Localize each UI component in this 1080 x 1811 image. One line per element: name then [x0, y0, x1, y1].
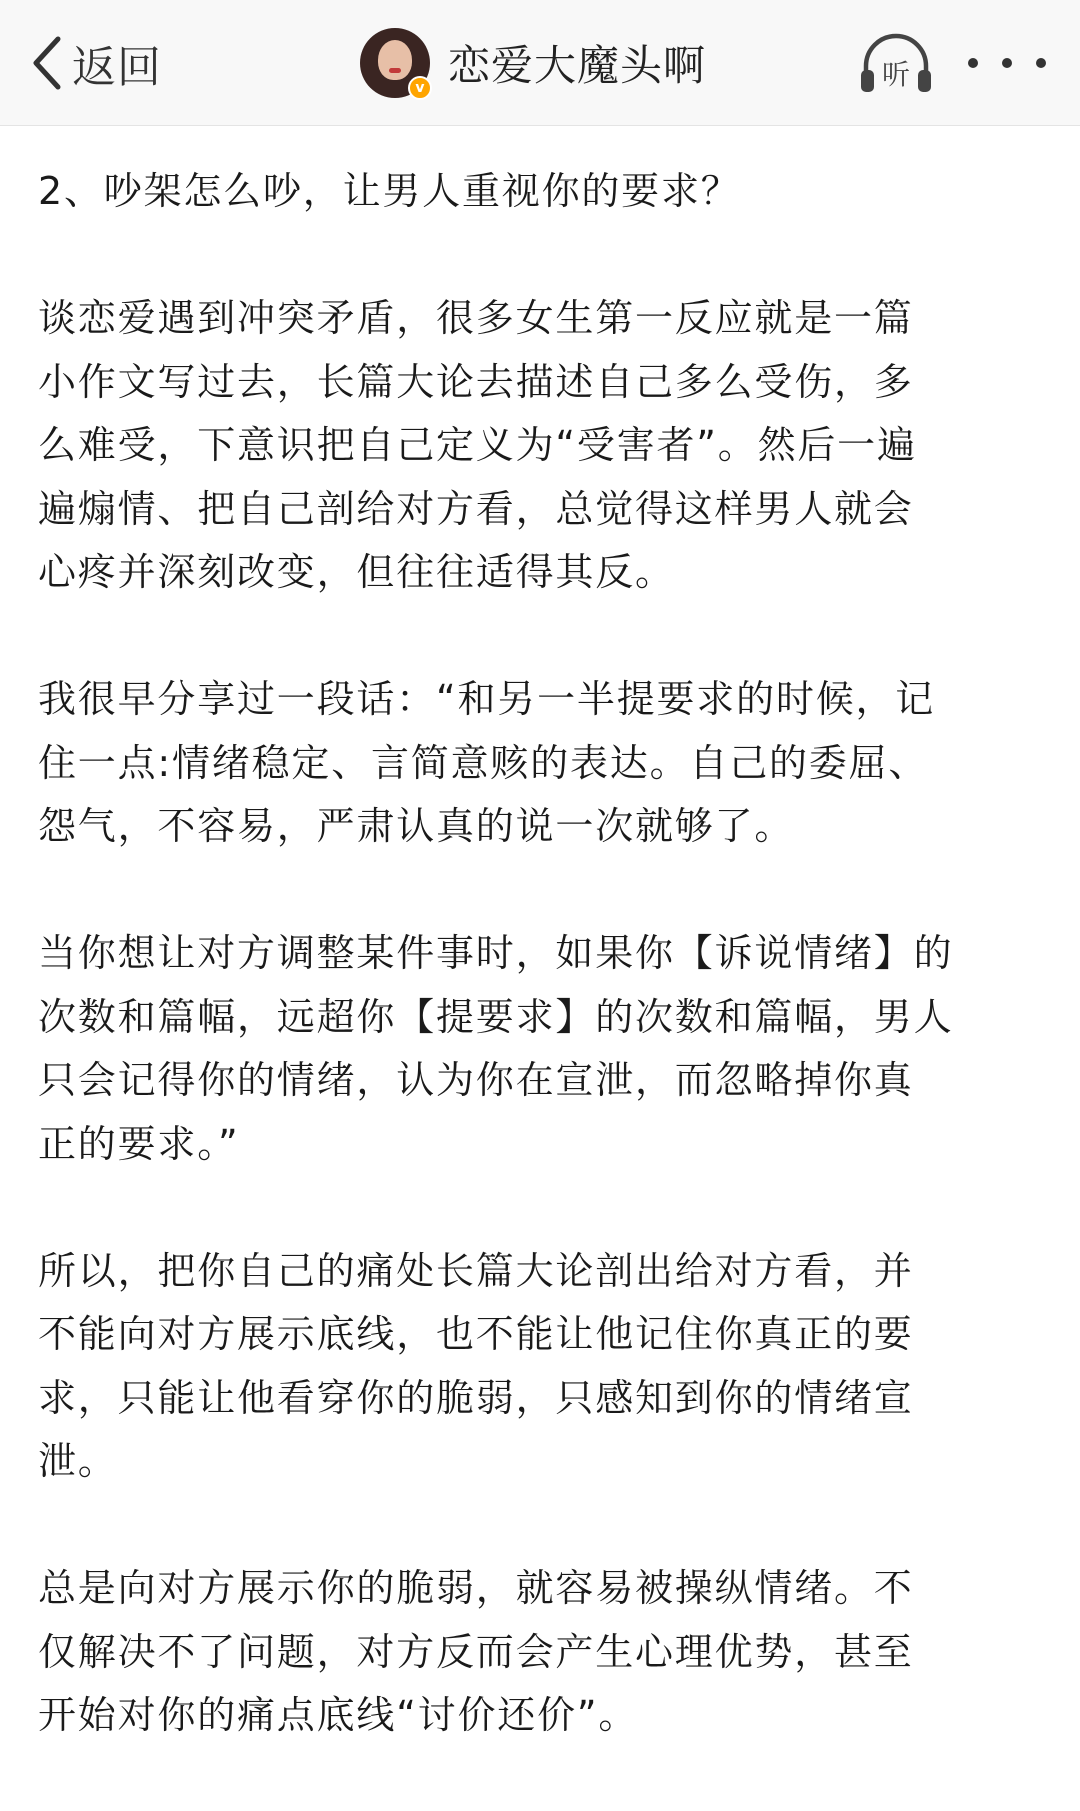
more-options-button[interactable] — [968, 44, 1046, 82]
paragraph-line: 总是向对方展示你的脆弱，就容易被操纵情绪。不 — [38, 1566, 914, 1610]
paragraph-line: 怨气，不容易，严肃认真的说一次就够了。 — [38, 804, 795, 848]
headphones-icon — [858, 30, 934, 96]
article-paragraph — [38, 668, 1038, 859]
listen-label: 听 — [881, 58, 911, 91]
paragraph-line: 不能向对方展示底线，也不能让他记住你真正的要 — [38, 1312, 914, 1356]
avatar-face — [378, 40, 412, 80]
paragraph-line: 住一点:情绪稳定、言简意赅的表达。自己的委屈、 — [38, 740, 929, 785]
article-body — [38, 160, 1038, 1811]
paragraph-line: 求，只能让他看穿你的脆弱，只感知到你的情绪宣 — [38, 1375, 914, 1420]
paragraph-line: 次数和篇幅，远超你【提要求】的次数和篇幅，男人 — [38, 994, 954, 1039]
paragraph-line: 泄。 — [38, 1439, 118, 1483]
paragraph-line: 所以，把你自己的痛处长篇大论剖出给对方看，并 — [38, 1248, 914, 1293]
account-name: 恋爱大魔头啊 — [448, 41, 707, 90]
article-paragraph — [38, 922, 1038, 1176]
paragraph-line: 只会记得你的情绪，认为你在宣泄，而忽略掉你真 — [38, 1058, 914, 1102]
chevron-left-icon — [30, 35, 64, 91]
paragraph-line: 心疼并深刻改变，但往往适得其反。 — [38, 550, 675, 594]
paragraph-line: 小作文写过去，长篇大论去描述自己多么受伤，多 — [38, 359, 914, 404]
paragraph-line: 谈恋爱遇到冲突矛盾，很多女生第一反应就是一篇 — [38, 296, 914, 340]
avatar[interactable] — [360, 28, 430, 98]
more-dots-icon — [968, 58, 978, 68]
avatar-lips — [389, 68, 401, 73]
article-paragraph — [38, 287, 1038, 605]
paragraph-line: 仅解决不了问题，对方反而会产生心理优势，甚至 — [38, 1629, 914, 1674]
listen-button[interactable] — [858, 30, 934, 96]
paragraph-line: 我很早分享过一段话：“和另一半提要求的时候，记 — [38, 677, 936, 721]
paragraph-line: 当你想让对方调整某件事时，如果你【诉说情绪】的 — [38, 931, 954, 975]
article-paragraph — [38, 160, 1038, 224]
top-navigation-bar — [0, 0, 1080, 126]
article-paragraph — [38, 1557, 1038, 1748]
more-dots-icon — [1036, 58, 1046, 68]
paragraph-line: 开始对你的痛点底线“讨价还价”。 — [38, 1693, 639, 1737]
paragraph-line: 2、吵架怎么吵，让男人重视你的要求？ — [38, 169, 741, 213]
more-dots-icon — [1002, 58, 1012, 68]
article-paragraph — [38, 1240, 1038, 1494]
paragraph-line: 正的要求。” — [38, 1121, 240, 1166]
verified-badge-icon: v — [408, 76, 432, 100]
paragraph-line: 么难受，下意识把自己定义为“受害者”。然后一遍 — [38, 423, 917, 467]
account-header[interactable] — [360, 28, 706, 98]
back-label: 返回 — [72, 42, 162, 93]
paragraph-line: 遍煽情、把自己剖给对方看，总觉得这样男人就会 — [38, 486, 914, 531]
back-button[interactable] — [30, 30, 162, 96]
